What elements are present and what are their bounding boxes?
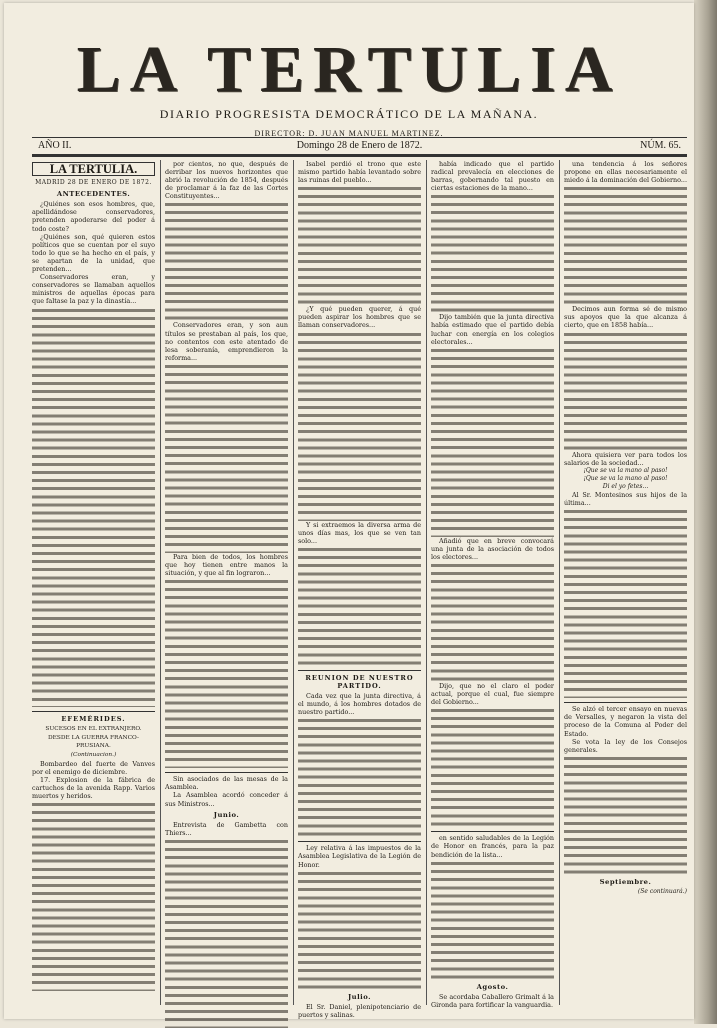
text-block xyxy=(298,717,421,837)
paragraph: 17. Explosion de la fábrica de cartuchos de la avenida Rapp. Varios muertos y heridos. xyxy=(32,776,155,801)
continuation-note: (Continuacion.) xyxy=(70,751,117,758)
section-heading: EFEMÉRIDES. xyxy=(61,714,126,723)
column-1 xyxy=(32,160,155,1005)
divider xyxy=(564,702,687,703)
dateline xyxy=(32,137,687,155)
divider xyxy=(431,831,554,832)
column-2 xyxy=(165,160,288,1005)
newspaper-subtitle: DIARIO PROGRESISTA DEMOCRÁTICO DE LA MAÑANA. xyxy=(159,107,539,121)
paragraph: El Sr. Daniel, plenipotenciario de puertos y salinas. xyxy=(298,1002,421,1019)
column-rule xyxy=(160,160,161,1005)
subheading: DESDE LA GUERRA FRANCO-PRUSIANA. xyxy=(48,734,139,749)
text-block xyxy=(564,508,687,698)
text-block xyxy=(431,193,554,313)
verse-line: ¡Que se va la mano al paso! xyxy=(583,474,668,482)
column-rule xyxy=(559,160,560,1005)
paragraph: Cada vez que la junta directiva, á el mundo, á los hombres dotados de nuestro partido... xyxy=(298,692,421,717)
columns xyxy=(32,160,687,1019)
paragraph: Y si extraemos la diversa arma de unos días mas, los que se ven tan solo... xyxy=(298,520,421,545)
column-5 xyxy=(564,160,687,1005)
paragraph: Dijo, que no el claro el poder actual, porque el cual, fue siempre del Gobierno... xyxy=(431,682,554,707)
text-block xyxy=(32,801,155,991)
text-block xyxy=(298,546,421,666)
divider xyxy=(298,841,421,842)
paragraph: Bombardeo del fuerte de Vanves por el enemigo de diciembre. xyxy=(32,759,155,777)
text-block xyxy=(564,331,687,451)
verse-line: ¡Que se va la mano al paso! xyxy=(583,466,668,474)
column-3 xyxy=(298,160,421,1019)
page-edge xyxy=(694,0,717,1024)
paragraph: una tendencia á los señores propone en ellas necesariamente el miedo á la dominación del Gobierno... xyxy=(564,160,687,185)
paragraph: Al Sr. Montesinos sus hijos de la última... xyxy=(564,491,687,508)
column-nameplate: LA TERTULIA. xyxy=(32,162,155,176)
paragraph: Se acordaba Caballero Grimalt á la Gironda para fortificar la vanguardia. xyxy=(431,992,554,1009)
paragraph: ¿Quiénes son esos hombres, que, apellidándose conservadores, pretenden apoderarse del poder á todo coste? xyxy=(32,200,155,233)
month-heading: Agosto. xyxy=(476,982,509,991)
month-heading: Julio. xyxy=(347,992,372,1001)
column-rule xyxy=(293,160,294,1005)
text-block xyxy=(298,331,421,521)
paragraph: Conservadores eran, y son aun títulos se prestaban al país, los que, no contentos con este atentado de lesa soberanía, emprendieron la reforma... xyxy=(165,321,288,362)
month-heading: Septiembre. xyxy=(599,877,652,886)
masthead xyxy=(4,33,694,138)
text-block xyxy=(431,562,554,682)
continuation-note: (Se continuará.) xyxy=(637,887,687,895)
newspaper-title: LA TERTULIA xyxy=(76,33,622,106)
paragraph: Isabel perdió el trono que este mismo partido había levantado sobre las ruinas del pueblo... xyxy=(298,160,421,185)
issue-year: AÑO II. xyxy=(38,140,72,151)
paragraph: Se vota la ley de los Consejos generales. xyxy=(564,737,687,754)
column-4 xyxy=(431,160,554,1009)
paragraph: Ley relativa á las impuestos de la Asamblea Legislativa de la Legión de Honor. xyxy=(298,844,421,869)
paragraph: Entrevista de Gambetta con Thiers... xyxy=(165,820,288,837)
text-block xyxy=(165,578,288,768)
month-heading: Junio. xyxy=(213,810,240,819)
text-block xyxy=(564,755,687,875)
paragraph: ¿Y qué pueden querer, á qué pueden aspirar los hombres que se llaman conservadores... xyxy=(298,305,421,330)
text-block xyxy=(564,185,687,305)
text-block xyxy=(165,838,288,1028)
issue-date: Domingo 28 de Enero de 1872. xyxy=(296,140,423,151)
paragraph: La Asamblea acordó conceder á sus Ministros... xyxy=(165,791,288,808)
paragraph: Para bien de todos, los hombres que hoy tienen entre manos la situación, y que al fin lograron... xyxy=(165,552,288,578)
paragraph: en sentido saludables de la Legión de Honor en francés, para la paz bendición de la lista... xyxy=(431,834,554,859)
paragraph: Ahora quisiera ver para todos los salarios de la sociedad... xyxy=(564,450,687,467)
text-block xyxy=(431,860,554,980)
paragraph: Conservadores eran, y conservadores se llamaban aquellos ministros de aquellas épocas para que faltase la paz y la dinastía... xyxy=(32,273,155,306)
paragraph: Dijo también que la junta directiva había estimado que el partido debía luchar con energía en los colegios electorales... xyxy=(431,313,554,346)
section-heading: REUNION DE NUESTRO PARTIDO. xyxy=(305,673,414,690)
text-block xyxy=(165,363,288,553)
verse-line: Di el yo fetes... xyxy=(602,482,649,490)
section-heading: ANTECEDENTES. xyxy=(56,190,131,199)
newspaper-page xyxy=(4,3,694,1019)
paragraph: Se alzó el tercer ensayo en nuevas de Versalles, y negaron la vista del proceso de la Comuna al Poder del Estado. xyxy=(564,705,687,738)
paragraph: había indicado que el partido radical prevalecía en elecciones de barras, gobernando tal puesto en ciertas estaciones de la mano... xyxy=(431,160,554,193)
director-line: DIRECTOR: D. JUAN MANUEL MARTINEZ. xyxy=(254,129,444,138)
subheading: SUCESOS EN EL EXTRANJERO. xyxy=(45,725,142,732)
dateline-rule xyxy=(32,155,687,157)
paragraph: Decimos aun forma sé de mismo sus apoyos que la que alcanza á cierto, que en 1858 había... xyxy=(564,305,687,330)
text-block xyxy=(431,347,554,537)
column-rule xyxy=(426,160,427,1005)
paragraph: ¿Quiénes son, qué quieren estos políticos que se cuentan por el suyo todo lo que se ha hecho en el país, y se apartan de la unidad, que pretenden... xyxy=(32,232,155,274)
text-block xyxy=(431,707,554,827)
paragraph: Añadió que en breve convocará una junta de la asociación de todos los electores... xyxy=(431,536,554,561)
text-block xyxy=(298,185,421,305)
divider xyxy=(298,670,421,671)
paragraph: por cientos, no que, después de derribar los nuevos horizontes que abrió la revolución de 1854, después de proclamar á la faz de las Cortes Constituyentes... xyxy=(165,160,288,201)
issue-number: NÚM. 65. xyxy=(640,140,681,151)
divider xyxy=(165,772,288,773)
paragraph: Sin asociados de las mesas de la Asamblea. xyxy=(165,775,288,792)
text-block xyxy=(165,201,288,321)
place-date: MADRID 28 DE ENERO DE 1872. xyxy=(35,179,152,187)
text-block xyxy=(32,307,155,707)
divider xyxy=(32,711,155,712)
text-block xyxy=(298,870,421,990)
